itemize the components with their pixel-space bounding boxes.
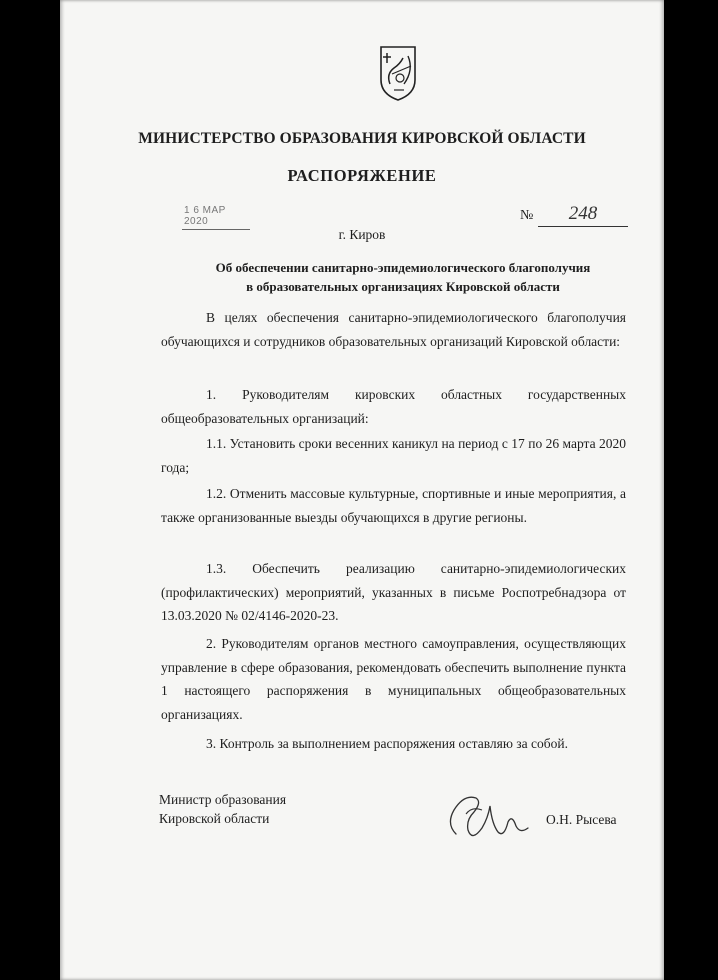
paragraph-1-2: 1.2. Отменить массовые культурные, спортивные и иные мероприятия, а также организованные выезды обучающихся в другие регионы.: [161, 486, 626, 525]
signatory-title-line-1: Министр образования: [159, 792, 287, 807]
number-sign: №: [520, 208, 534, 223]
document-subject: [168, 258, 638, 296]
signatory-title: [159, 790, 286, 828]
document-number: 248: [538, 202, 628, 227]
document-page: [60, 0, 664, 980]
coat-of-arms-icon: [378, 44, 418, 102]
ministry-title: МИНИСТЕРСТВО ОБРАЗОВАНИЯ КИРОВСКОЙ ОБЛАСТИ: [138, 130, 586, 147]
subject-line-2: в образовательных организациях Кировской области: [246, 279, 560, 294]
signatory-name: О.Н. Рысева: [546, 812, 617, 827]
signatory-title-line-2: Кировской области: [159, 811, 270, 826]
paragraph-3: 3. Контроль за выполнением распоряжения оставляю за собой.: [206, 736, 568, 751]
document-type: РАСПОРЯЖЕНИЕ: [287, 166, 437, 185]
paragraph-1-1: 1.1. Установить сроки весенних каникул на период с 17 по 26 марта 2020 года;: [161, 436, 626, 475]
date-stamp: 1 6 МАР 2020: [182, 205, 250, 230]
paragraph-1-3: 1.3. Обеспечить реализацию санитарно-эпидемиологических (профилактических) мероприятий, указанных в письме Роспотребнадзора от 13.03.2020 № 02/4146-2020-23.: [161, 561, 626, 623]
handwritten-signature: [442, 784, 532, 850]
city: г. Киров: [338, 227, 386, 242]
subject-line-1: Об обеспечении санитарно-эпидемиологического благополучия: [215, 260, 591, 275]
paragraph-1: 1. Руководителям кировских областных государственных общеобразовательных организаций:: [161, 387, 626, 426]
paragraph-2: 2. Руководителям органов местного самоуправления, осуществляющих управление в сфере образования, рекомендовать обеспечить выполнение пункта 1 настоящего распоряжения в муниципальных общеобразовательных организациях.: [161, 636, 626, 722]
intro-paragraph: В целях обеспечения санитарно-эпидемиологического благополучия обучающихся и сотрудников образовательных организаций Кировской области:: [161, 310, 626, 349]
